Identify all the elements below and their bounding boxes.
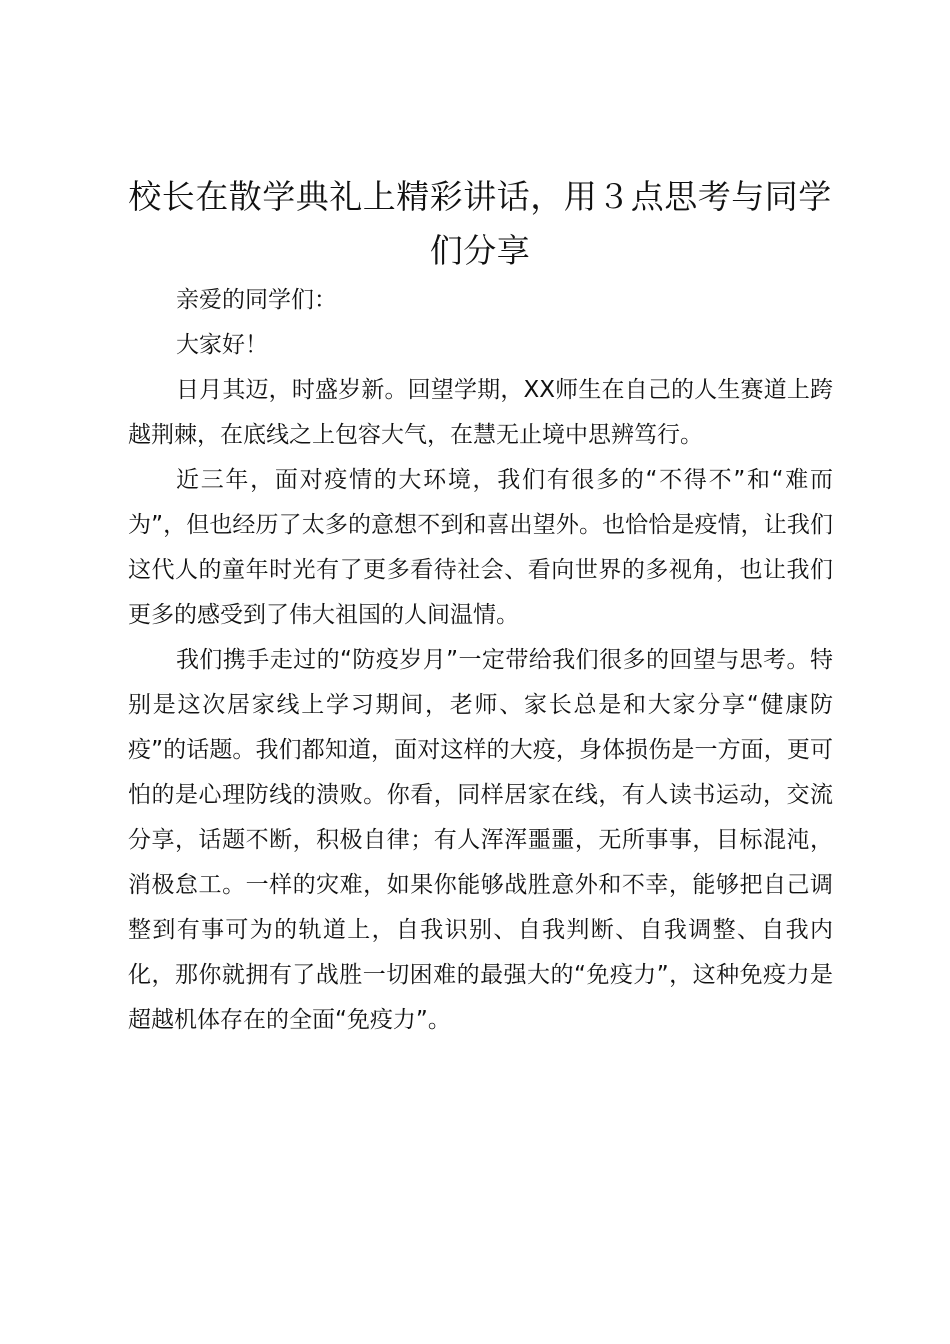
paragraph-3: 我们携手走过的“防疫岁月”一定带给我们很多的回望与思考。特别是这次居家线上学习期间，老师、家长总是和大家分享“健康防疫”的话题。我们都知道，面对这样的大疫，身体损伤是一方面，更可怕的是心理防线的溃败。你看，同样居家在线，有人读书运动，交流分享，话题不断，积极自律；有人浑浑噩噩，无所事事，目标混沌，消极怠工。一样的灾难，如果你能够战胜意外和不幸，能够把自己调整到有事可为的轨道上，自我识别、自我判断、自我调整、自我内化，那你就拥有了战胜一切困难的最强大的“免疫力”，这种免疫力是超越机体存在的全面“免疫力”。 xyxy=(128,647,833,1033)
greeting: 大家好！ xyxy=(176,332,268,358)
paragraph-1: 日月其迈，时盛岁新。回望学期，XX师生在自己的人生赛道上跨越荆棘，在底线之上包容大气，在慧无止境中思辨笃行。 xyxy=(128,377,833,448)
document-body xyxy=(128,278,833,1043)
paragraph-2: 近三年，面对疫情的大环境，我们有很多的“不得不”和“难而为”，但也经历了太多的意想不到和喜出望外。也恰恰是疫情，让我们这代人的童年时光有了更多看待社会、看向世界的多视角，也让我们更多的感受到了伟大祖国的人间温情。 xyxy=(128,467,833,628)
salutation: 亲爱的同学们： xyxy=(176,287,337,313)
document-title: 校长在散学典礼上精彩讲话，用３点思考与同学们分享 xyxy=(128,177,832,270)
